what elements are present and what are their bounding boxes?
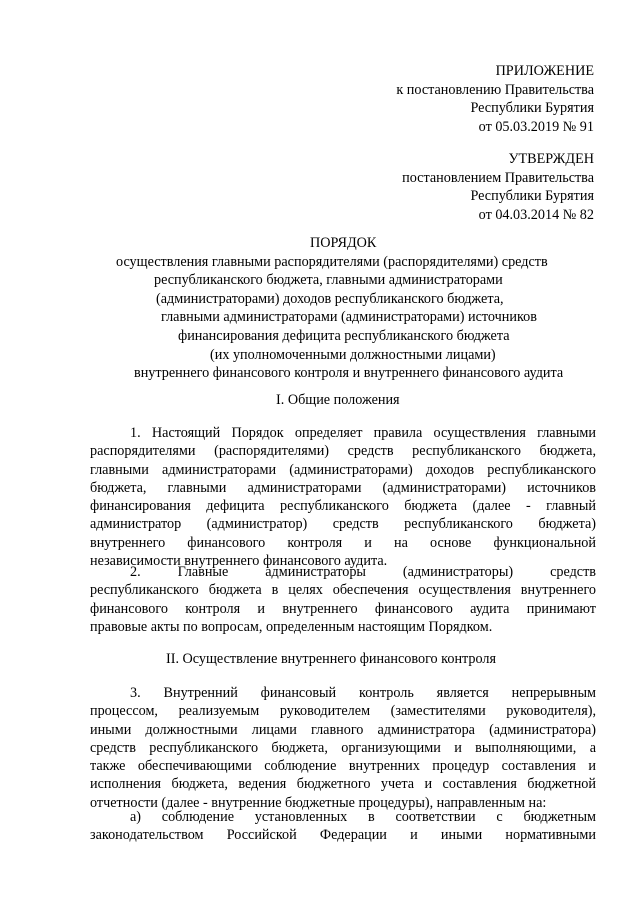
text-line: законодательством Российской Федерации и иными нормативными: [90, 827, 596, 844]
paragraph-3a: [90, 808, 596, 845]
title-line: осуществления главными распорядителями (распорядителями) средств: [116, 253, 548, 270]
appendix-line: к постановлению Правительства: [396, 81, 594, 98]
approved-line: Республики Бурятия: [470, 188, 594, 205]
appendix-line: от 05.03.2019 № 91: [478, 118, 594, 135]
title-line: республиканского бюджета, главными администраторами: [154, 272, 503, 289]
text-line: отчетности (далее - внутренние бюджетные процедуры), направленным на:: [90, 794, 547, 811]
text-line: 3. Внутренний финансовый контроль является непрерывным: [130, 685, 596, 701]
document-title: [0, 234, 640, 383]
text-line: а) соблюдение установленных в соответствии с бюджетным: [130, 809, 596, 825]
text-line: администратор (администратор) средств республиканского бюджета): [90, 516, 596, 533]
text-line: исполнения бюджета, ведения бюджетного учета и составления бюджетной: [90, 776, 596, 793]
paragraph-2: [90, 563, 596, 636]
text-line: внутреннего финансового контроля и на основе функциональной: [90, 534, 596, 551]
text-line: бюджета, главными администраторами (администраторами) источников: [90, 479, 596, 496]
text-line: средств республиканского бюджета, организующими и выполняющими, а: [90, 739, 596, 756]
text-line: финансирования дефицита республиканского бюджета (далее - главный: [90, 498, 596, 515]
paragraph-1: [90, 424, 596, 570]
approved-line: постановлением Правительства: [402, 169, 594, 186]
title-line: главными администраторами (администраторами) источников: [161, 309, 537, 326]
text-line: независимости внутреннего финансового аудита.: [90, 553, 388, 570]
approved-title: УТВЕРЖДЕН: [508, 151, 594, 167]
document-heading: ПОРЯДОК: [310, 235, 377, 251]
section-heading: I. Общие положения: [276, 392, 400, 408]
text-line: процессом, реализуемым руководителем (заместителями руководителя),: [90, 703, 596, 720]
title-line: внутреннего финансового контроля и внутреннего финансового аудита: [134, 365, 564, 382]
text-line: также обеспечивающими соблюдение внутренних процедур составления и: [90, 758, 596, 775]
appendix-line: Республики Бурятия: [470, 100, 594, 117]
text-line: 1. Настоящий Порядок определяет правила осуществления главными: [130, 425, 596, 441]
text-line: республиканского бюджета в целях обеспечения осуществления внутреннего: [90, 582, 596, 599]
title-line: (администраторами) доходов республиканского бюджета,: [156, 290, 504, 307]
section-heading: II. Осуществление внутреннего финансового контроля: [166, 651, 497, 667]
text-line: 2. Главные администраторы (администраторы) средств: [130, 564, 596, 580]
text-line: иными должностными лицами главного администратора (администратора): [90, 721, 596, 738]
approved-line: от 04.03.2014 № 82: [478, 206, 594, 223]
paragraph-3: [90, 684, 596, 812]
appendix-stamp: [396, 62, 594, 136]
title-line: финансирования дефицита республиканского бюджета: [178, 327, 510, 344]
approved-stamp: [402, 150, 594, 224]
text-line: распорядителями (распорядителями) средств республиканского бюджета,: [90, 443, 596, 460]
appendix-title: ПРИЛОЖЕНИЕ: [495, 63, 594, 79]
text-line: финансового контроля и внутреннего финансового аудита принимают: [90, 600, 596, 617]
title-line: (их уполномоченными должностными лицами): [210, 346, 496, 363]
text-line: главными администраторами (администраторами) доходов республиканского: [90, 461, 596, 478]
text-line: правовые акты по вопросам, определенным настоящим Порядком.: [90, 618, 493, 635]
